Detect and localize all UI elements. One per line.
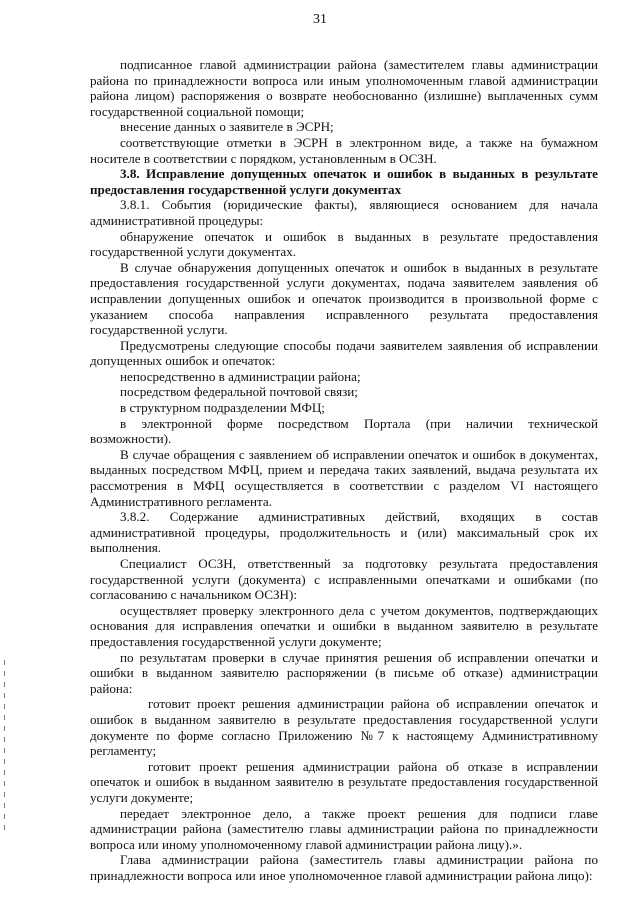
- paragraph: Предусмотрены следующие способы подачи заявителем заявления об исправлении допущенных ошибок и опечаток:: [90, 337, 598, 369]
- paragraph: по результатам проверки в случае принятия решения об исправлении опечатки и ошибки в выданном заявителю распоряжении (в письме об отказе) администрации района:: [90, 649, 598, 696]
- paragraph: передает электронное дело, а также проект решения для подписи главе администрации района (заместителю главы администрации района по принадлежности вопроса или иному уполномоченному главой администрации района лицу).».: [90, 805, 598, 852]
- paragraph: готовит проект решения администрации района об отказе в исправлении опечаток и ошибок в выданном заявителю в результате предоставления государственной услуги документе;: [90, 758, 598, 805]
- paragraph: Глава администрации района (заместитель главы администрации района по принадлежности вопроса или иное уполномоченное главой администрации района лицо):: [90, 852, 598, 883]
- paragraph: 3.8.1. События (юридические факты), являющиеся основанием для начала административной процедуры:: [90, 197, 598, 228]
- paragraph: внесение данных о заявителе в ЭСРН;: [120, 119, 334, 135]
- page-number: 31: [313, 12, 327, 27]
- paragraph: 3.8.2. Содержание административных действий, входящих в состав административной процедуры, продолжительность и (или) максимальный срок их выполнения.: [90, 509, 598, 556]
- paragraph: В случае обращения с заявлением об исправлении опечаток и ошибок в документах, выданных посредством МФЦ, прием и передача таких заявлений, выдача результата их рассмотрения в МФЦ осуществляется в соответствии с разделом VI настоящего Административного регламента.: [90, 446, 598, 509]
- list-item: в структурном подразделении МФЦ;: [120, 400, 325, 416]
- paragraph: осуществляет проверку электронного дела с учетом документов, подтверждающих основания для исправления опечатки и ошибки в выданном заявителю в результате предоставления государственной услуги документе;: [90, 602, 598, 649]
- paragraph: Специалист ОСЗН, ответственный за подготовку результата предоставления государственной услуги (документа) с исправленными опечатками и ошибками (по согласованию с начальником ОСЗН):: [90, 556, 598, 603]
- paragraph: подписанное главой администрации района (заместителем главы администрации района по принадлежности вопроса или иным уполномоченным главой администрации района лицом) распоряжения о возврате необоснованно (излишне) выплаченных сумм государственной социальной помощи;: [90, 57, 598, 119]
- list-item: посредством федеральной почтовой связи;: [120, 384, 358, 400]
- paragraph: соответствующие отметки в ЭСРН в электронном виде, а также на бумажном носителе в соответствии с порядком, установленным в ОСЗН.: [90, 134, 598, 166]
- paragraph: обнаружение опечаток и ошибок в выданных в результате предоставления государственной услуги документах.: [90, 228, 598, 260]
- paragraph: готовит проект решения администрации района об исправлении опечаток и ошибок в выданном заявителю в результате предоставления государственной услуги документе по форме согласно Приложению №7 к настоящему Административному регламенту;: [90, 696, 598, 759]
- margin-scan-mark: [4, 660, 5, 835]
- document-body: [90, 57, 598, 883]
- paragraph: В случае обнаружения допущенных опечаток и ошибок в выданных в результате предоставления государственной услуги документах, подача заявителем заявления об исправлении допущенных ошибок и опечаток производится в произвольной форме с указанием способа направления исправленного результата предоставления государственной услуги.: [90, 259, 598, 338]
- list-item: непосредственно в администрации района;: [120, 368, 361, 384]
- list-item: в электронной форме посредством Портала (при наличии технической возможности).: [90, 415, 598, 447]
- section-heading: 3.8. Исправление допущенных опечаток и ошибок в выданных в результате предоставления государственной услуги документах: [90, 166, 598, 197]
